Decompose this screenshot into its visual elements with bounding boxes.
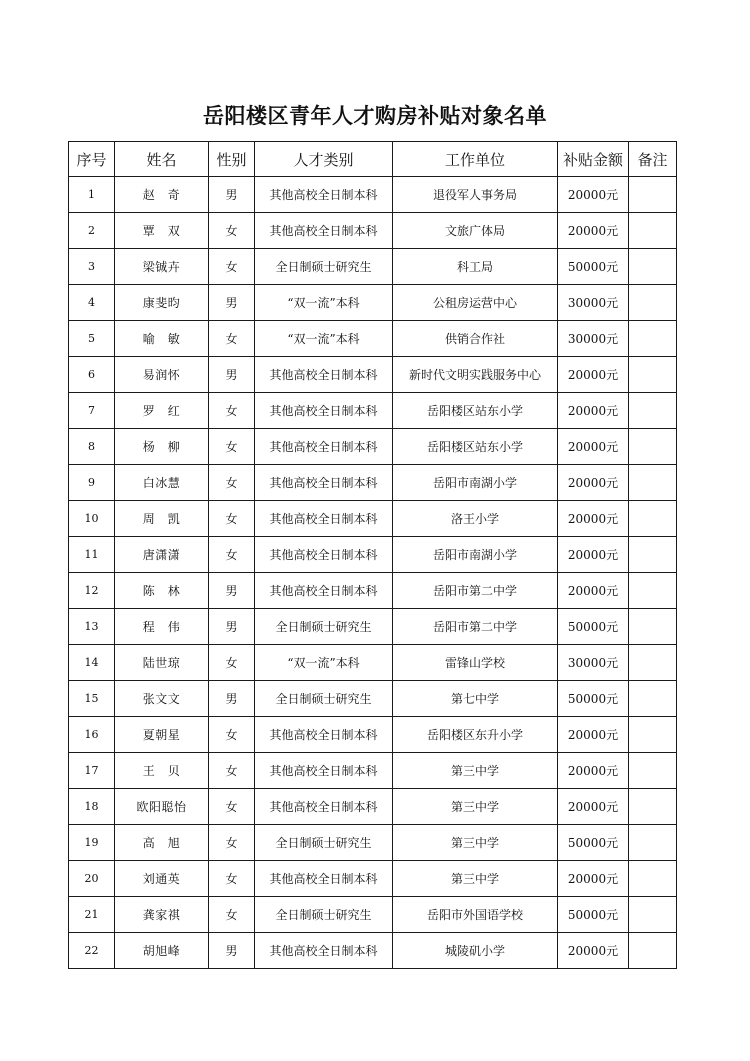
- gender-cell: 女: [209, 717, 255, 753]
- table-row: [69, 645, 677, 681]
- header-talent-category: 人才类别: [255, 142, 393, 177]
- table-row: [69, 789, 677, 825]
- table-row: [69, 825, 677, 861]
- gender-cell: 女: [209, 645, 255, 681]
- table-row: [69, 609, 677, 645]
- talent-category-cell: 其他高校全日制本科: [255, 861, 393, 897]
- remarks-cell: [629, 933, 677, 969]
- work-unit-cell: 第三中学: [393, 789, 558, 825]
- table-row: [69, 933, 677, 969]
- subsidy-amount-cell: 20000元: [558, 933, 629, 969]
- table-row: [69, 717, 677, 753]
- serial-number-cell: 12: [69, 573, 115, 609]
- subsidy-amount-cell: 20000元: [558, 465, 629, 501]
- table-body: [69, 177, 677, 969]
- talent-category-cell: 其他高校全日制本科: [255, 933, 393, 969]
- name-cell: 梁铖卉: [115, 249, 209, 285]
- gender-cell: 女: [209, 393, 255, 429]
- gender-cell: 男: [209, 357, 255, 393]
- gender-cell: 女: [209, 429, 255, 465]
- gender-cell: 男: [209, 933, 255, 969]
- remarks-cell: [629, 177, 677, 213]
- work-unit-cell: 第三中学: [393, 825, 558, 861]
- subsidy-amount-cell: 20000元: [558, 429, 629, 465]
- gender-cell: 男: [209, 285, 255, 321]
- talent-category-cell: 其他高校全日制本科: [255, 465, 393, 501]
- table-row: [69, 465, 677, 501]
- header-work-unit: 工作单位: [393, 142, 558, 177]
- gender-cell: 女: [209, 753, 255, 789]
- document-title: 岳阳楼区青年人才购房补贴对象名单: [203, 103, 547, 128]
- name-cell: 罗 红: [115, 393, 209, 429]
- header-subsidy-amount: 补贴金额: [558, 142, 629, 177]
- serial-number-cell: 6: [69, 357, 115, 393]
- serial-number-cell: 15: [69, 681, 115, 717]
- name-cell: 陈 林: [115, 573, 209, 609]
- subsidy-amount-cell: 50000元: [558, 681, 629, 717]
- serial-number-cell: 13: [69, 609, 115, 645]
- gender-cell: 女: [209, 249, 255, 285]
- talent-category-cell: “双一流”本科: [255, 321, 393, 357]
- work-unit-cell: 岳阳楼区东升小学: [393, 717, 558, 753]
- serial-number-cell: 8: [69, 429, 115, 465]
- talent-category-cell: 其他高校全日制本科: [255, 429, 393, 465]
- name-cell: 白冰慧: [115, 465, 209, 501]
- work-unit-cell: 第三中学: [393, 753, 558, 789]
- work-unit-cell: 岳阳市南湖小学: [393, 465, 558, 501]
- serial-number-cell: 4: [69, 285, 115, 321]
- talent-category-cell: 其他高校全日制本科: [255, 177, 393, 213]
- name-cell: 陆世琼: [115, 645, 209, 681]
- remarks-cell: [629, 897, 677, 933]
- subsidy-amount-cell: 20000元: [558, 357, 629, 393]
- name-cell: 张文文: [115, 681, 209, 717]
- talent-category-cell: 全日制硕士研究生: [255, 249, 393, 285]
- talent-category-cell: 其他高校全日制本科: [255, 573, 393, 609]
- talent-category-cell: 其他高校全日制本科: [255, 393, 393, 429]
- name-cell: 杨 柳: [115, 429, 209, 465]
- header-serial-number: 序号: [69, 142, 115, 177]
- remarks-cell: [629, 393, 677, 429]
- talent-category-cell: “双一流”本科: [255, 285, 393, 321]
- table-header-row: [69, 142, 677, 177]
- table-row: [69, 573, 677, 609]
- subsidy-amount-cell: 20000元: [558, 717, 629, 753]
- remarks-cell: [629, 249, 677, 285]
- table-row: [69, 177, 677, 213]
- serial-number-cell: 2: [69, 213, 115, 249]
- work-unit-cell: 城陵矶小学: [393, 933, 558, 969]
- subsidy-amount-cell: 50000元: [558, 249, 629, 285]
- remarks-cell: [629, 321, 677, 357]
- name-cell: 龚家祺: [115, 897, 209, 933]
- gender-cell: 女: [209, 213, 255, 249]
- serial-number-cell: 11: [69, 537, 115, 573]
- name-cell: 喻 敏: [115, 321, 209, 357]
- work-unit-cell: 科工局: [393, 249, 558, 285]
- gender-cell: 男: [209, 573, 255, 609]
- work-unit-cell: 岳阳市南湖小学: [393, 537, 558, 573]
- subsidy-amount-cell: 20000元: [558, 861, 629, 897]
- name-cell: 高 旭: [115, 825, 209, 861]
- table-row: [69, 321, 677, 357]
- name-cell: 唐潇潇: [115, 537, 209, 573]
- remarks-cell: [629, 465, 677, 501]
- work-unit-cell: 新时代文明实践服务中心: [393, 357, 558, 393]
- serial-number-cell: 3: [69, 249, 115, 285]
- talent-category-cell: “双一流”本科: [255, 645, 393, 681]
- serial-number-cell: 5: [69, 321, 115, 357]
- serial-number-cell: 1: [69, 177, 115, 213]
- subsidy-amount-cell: 20000元: [558, 177, 629, 213]
- talent-category-cell: 全日制硕士研究生: [255, 825, 393, 861]
- subsidy-amount-cell: 20000元: [558, 393, 629, 429]
- subsidy-amount-cell: 20000元: [558, 573, 629, 609]
- header-name: 姓名: [115, 142, 209, 177]
- gender-cell: 女: [209, 789, 255, 825]
- remarks-cell: [629, 357, 677, 393]
- work-unit-cell: 第七中学: [393, 681, 558, 717]
- talent-category-cell: 其他高校全日制本科: [255, 357, 393, 393]
- talent-category-cell: 其他高校全日制本科: [255, 501, 393, 537]
- serial-number-cell: 21: [69, 897, 115, 933]
- header-remarks: 备注: [629, 142, 677, 177]
- serial-number-cell: 20: [69, 861, 115, 897]
- name-cell: 刘通英: [115, 861, 209, 897]
- talent-category-cell: 其他高校全日制本科: [255, 537, 393, 573]
- subsidy-amount-cell: 20000元: [558, 501, 629, 537]
- talent-category-cell: 其他高校全日制本科: [255, 789, 393, 825]
- remarks-cell: [629, 645, 677, 681]
- subsidy-amount-cell: 50000元: [558, 825, 629, 861]
- work-unit-cell: 公租房运营中心: [393, 285, 558, 321]
- subsidy-amount-cell: 20000元: [558, 213, 629, 249]
- remarks-cell: [629, 537, 677, 573]
- name-cell: 夏朝星: [115, 717, 209, 753]
- remarks-cell: [629, 861, 677, 897]
- table-row: [69, 537, 677, 573]
- serial-number-cell: 17: [69, 753, 115, 789]
- talent-category-cell: 其他高校全日制本科: [255, 213, 393, 249]
- subsidy-amount-cell: 30000元: [558, 321, 629, 357]
- work-unit-cell: 第三中学: [393, 861, 558, 897]
- serial-number-cell: 19: [69, 825, 115, 861]
- remarks-cell: [629, 429, 677, 465]
- subsidy-amount-cell: 20000元: [558, 537, 629, 573]
- work-unit-cell: 岳阳市第二中学: [393, 609, 558, 645]
- work-unit-cell: 供销合作社: [393, 321, 558, 357]
- remarks-cell: [629, 789, 677, 825]
- gender-cell: 女: [209, 897, 255, 933]
- work-unit-cell: 文旅广体局: [393, 213, 558, 249]
- gender-cell: 女: [209, 825, 255, 861]
- serial-number-cell: 16: [69, 717, 115, 753]
- talent-category-cell: 全日制硕士研究生: [255, 609, 393, 645]
- gender-cell: 女: [209, 465, 255, 501]
- table-row: [69, 249, 677, 285]
- gender-cell: 男: [209, 177, 255, 213]
- gender-cell: 女: [209, 321, 255, 357]
- name-cell: 王 贝: [115, 753, 209, 789]
- name-cell: 周 凯: [115, 501, 209, 537]
- name-cell: 胡旭峰: [115, 933, 209, 969]
- serial-number-cell: 10: [69, 501, 115, 537]
- serial-number-cell: 7: [69, 393, 115, 429]
- table-row: [69, 393, 677, 429]
- work-unit-cell: 岳阳市第二中学: [393, 573, 558, 609]
- subsidy-amount-cell: 30000元: [558, 285, 629, 321]
- table-row: [69, 357, 677, 393]
- remarks-cell: [629, 609, 677, 645]
- work-unit-cell: 洛王小学: [393, 501, 558, 537]
- name-cell: 易润怀: [115, 357, 209, 393]
- name-cell: 欧阳聪怡: [115, 789, 209, 825]
- table-row: [69, 897, 677, 933]
- table-row: [69, 285, 677, 321]
- table-row: [69, 681, 677, 717]
- remarks-cell: [629, 681, 677, 717]
- gender-cell: 男: [209, 681, 255, 717]
- serial-number-cell: 22: [69, 933, 115, 969]
- table-row: [69, 861, 677, 897]
- subsidy-amount-cell: 30000元: [558, 645, 629, 681]
- header-gender: 性别: [209, 142, 255, 177]
- name-cell: 覃 双: [115, 213, 209, 249]
- remarks-cell: [629, 213, 677, 249]
- remarks-cell: [629, 501, 677, 537]
- name-cell: 程 伟: [115, 609, 209, 645]
- gender-cell: 女: [209, 537, 255, 573]
- gender-cell: 女: [209, 501, 255, 537]
- subsidy-amount-cell: 50000元: [558, 609, 629, 645]
- serial-number-cell: 14: [69, 645, 115, 681]
- talent-category-cell: 其他高校全日制本科: [255, 717, 393, 753]
- serial-number-cell: 9: [69, 465, 115, 501]
- subsidy-recipients-table: [68, 141, 677, 969]
- gender-cell: 男: [209, 609, 255, 645]
- serial-number-cell: 18: [69, 789, 115, 825]
- talent-category-cell: 全日制硕士研究生: [255, 681, 393, 717]
- subsidy-amount-cell: 20000元: [558, 789, 629, 825]
- subsidy-amount-cell: 50000元: [558, 897, 629, 933]
- remarks-cell: [629, 825, 677, 861]
- talent-category-cell: 其他高校全日制本科: [255, 753, 393, 789]
- gender-cell: 女: [209, 861, 255, 897]
- remarks-cell: [629, 717, 677, 753]
- table-row: [69, 213, 677, 249]
- subsidy-amount-cell: 20000元: [558, 753, 629, 789]
- talent-category-cell: 全日制硕士研究生: [255, 897, 393, 933]
- work-unit-cell: 岳阳楼区站东小学: [393, 393, 558, 429]
- table-row: [69, 753, 677, 789]
- table-row: [69, 501, 677, 537]
- table-row: [69, 429, 677, 465]
- remarks-cell: [629, 285, 677, 321]
- work-unit-cell: 岳阳市外国语学校: [393, 897, 558, 933]
- remarks-cell: [629, 573, 677, 609]
- name-cell: 赵 奇: [115, 177, 209, 213]
- name-cell: 康斐昀: [115, 285, 209, 321]
- work-unit-cell: 岳阳楼区站东小学: [393, 429, 558, 465]
- remarks-cell: [629, 753, 677, 789]
- work-unit-cell: 退役军人事务局: [393, 177, 558, 213]
- work-unit-cell: 雷锋山学校: [393, 645, 558, 681]
